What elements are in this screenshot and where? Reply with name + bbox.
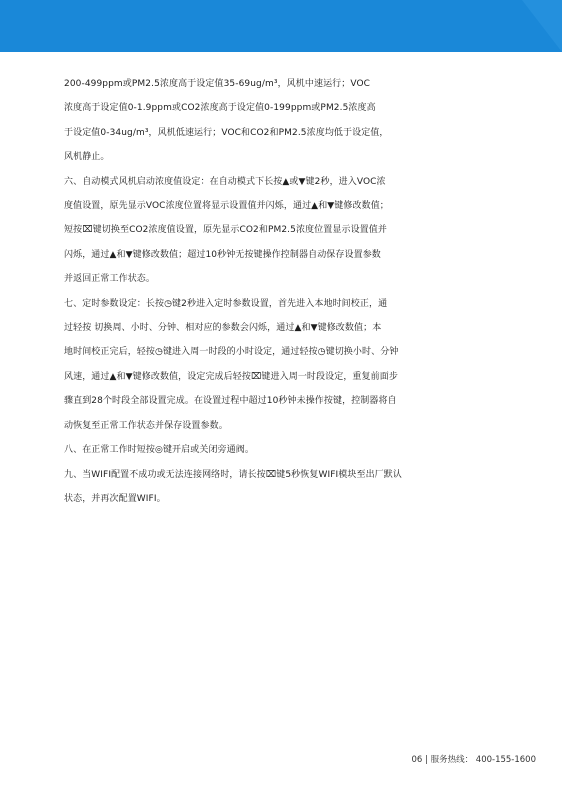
text-line: 地时间校正完后，轻按◷键进入周一时段的小时设定，通过轻按◷键切换小时、分钟: [64, 347, 399, 358]
text-line: 并返回正常工作状态。: [64, 274, 156, 285]
text-line: 闪烁，通过▲和▼键修改数值；超过10秒钟无按键操作控制器自动保存设置参数: [64, 249, 381, 260]
text-line: 风机静止。: [64, 152, 110, 163]
text-line: 风速，通过▲和▼键修改数值，设定完成后轻按⌧键进入周一时段设定，重复前面步: [64, 371, 398, 382]
hotline-number: 400-155-1600: [475, 755, 536, 765]
text-line: 浓度高于设定值0-1.9ppm或CO2浓度高于设定值0-199ppm或PM2.5浓度高: [64, 103, 376, 114]
text-line: 九、当WIFI配置不成功或无法连接网络时，请长按⌧键5秒恢复WIFI模块至出厂默认: [64, 469, 402, 480]
paragraph-section-7: [64, 292, 452, 438]
hotline-label: 服务热线：: [430, 755, 474, 765]
manual-content: [64, 72, 452, 511]
text-line: 六、自动模式风机启动浓度值设定：在自动模式下长按▲或▼键2秒，进入VOC浓: [64, 176, 386, 187]
paragraph-speed-rules: [64, 72, 452, 170]
text-line: 七、定时参数设定：长按◷键2秒进入定时参数设置，首先进入本地时间校正，通: [64, 298, 388, 309]
paragraph-section-8: [64, 438, 452, 462]
text-line: 短按⌧键切换至CO2浓度值设置，原先显示CO2和PM2.5浓度位置显示设置值并: [64, 225, 387, 236]
page-footer: [0, 753, 536, 765]
text-line: 度值设置，原先显示VOC浓度位置将显示设置值并闪烁，通过▲和▼键修改数值；: [64, 201, 389, 212]
text-line: 八、在正常工作时短按◎键开启或关闭旁通阀。: [64, 445, 254, 456]
paragraph-section-6: [64, 170, 452, 292]
text-line: 动恢复至正常工作状态并保存设置参数。: [64, 420, 228, 431]
page-number: 06: [411, 755, 423, 765]
header-bar: [0, 0, 562, 52]
text-line: 200-499ppm或PM2.5浓度高于设定值35-69ug/m³，风机中速运行；VOC: [64, 79, 371, 89]
header-bar-accent: [522, 0, 562, 52]
text-line: 过轻按 切换周、小时、分钟、相对应的参数会闪烁，通过▲和▼键修改数值；本: [64, 323, 382, 334]
footer-separator: |: [424, 755, 428, 765]
text-line: 于设定值0-34ug/m³，风机低速运行；VOC和CO2和PM2.5浓度均低于设定值，: [64, 127, 389, 138]
text-line: 状态，并再次配置WIFI。: [64, 493, 166, 504]
paragraph-section-9: [64, 463, 452, 512]
text-line: 骤直到28个时段全部设置完成。在设置过程中超过10秒钟未操作按键，控制器将自: [64, 396, 397, 407]
